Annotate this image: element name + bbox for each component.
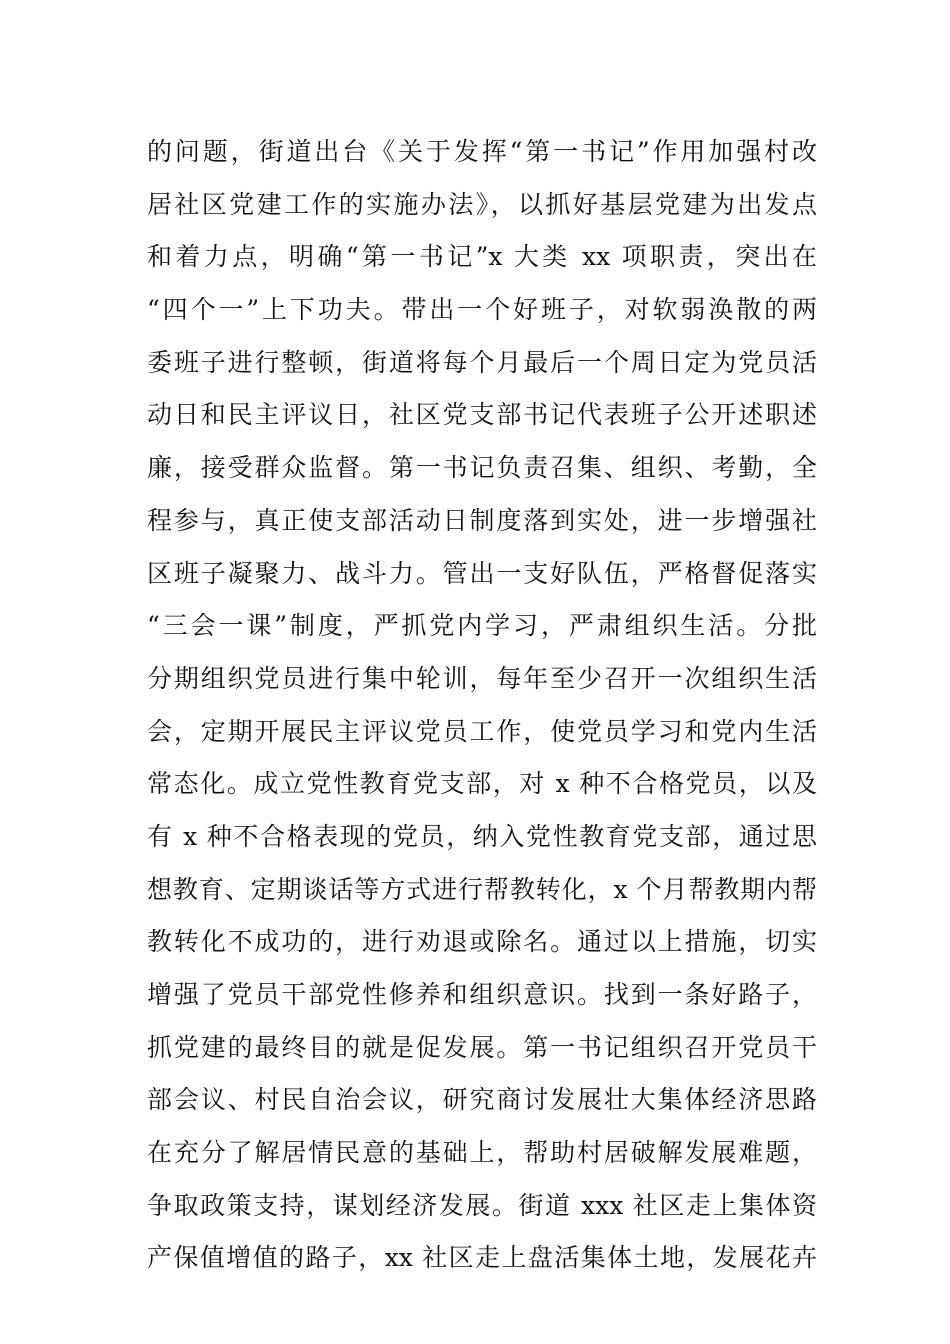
- text-line: 想教育、定期谈话等方式进行帮教转化，x 个月帮教期内帮: [147, 874, 817, 904]
- text-line: 和着力点，明确“第一书记”x 大类 xx 项职责，突出在: [147, 242, 817, 272]
- text-line: 动日和民主评议日，社区党支部书记代表班子公开述职述: [147, 400, 817, 430]
- text-line: 在充分了解居情民意的基础上，帮助村居破解发展难题，: [147, 1138, 817, 1168]
- text-line: 争取政策支持，谋划经济发展。街道 xxx 社区走上集体资: [147, 1190, 817, 1220]
- body-text: [147, 126, 817, 1285]
- text-line: 居社区党建工作的实施办法》，以抓好基层党建为出发点: [147, 189, 817, 219]
- text-line: 程参与，真正使支部活动日制度落到实处，进一步增强社: [147, 505, 817, 535]
- text-line: “三会一课”制度，严抓党内学习，严肃组织生活。分批: [147, 611, 817, 641]
- text-line: 产保值增值的路子，xx 社区走上盘活集体土地，发展花卉: [147, 1243, 817, 1273]
- text-line: “四个一”上下功夫。带出一个好班子，对软弱涣散的两: [147, 295, 817, 325]
- text-line: 的问题，街道出台《关于发挥“第一书记”作用加强村改: [147, 137, 817, 166]
- text-line: 会，定期开展民主评议党员工作，使党员学习和党内生活: [147, 716, 817, 746]
- text-line: 部会议、村民自治会议，研究商讨发展壮大集体经济思路: [147, 1085, 817, 1115]
- text-line: 廉，接受群众监督。第一书记负责召集、组织、考勤，全: [147, 453, 817, 483]
- text-line: 常态化。成立党性教育党支部，对 x 种不合格党员，以及: [147, 769, 817, 799]
- text-line: 区班子凝聚力、战斗力。管出一支好队伍，严格督促落实: [147, 558, 817, 588]
- text-line: 增强了党员干部党性修养和组织意识。找到一条好路子，: [147, 980, 817, 1009]
- text-line: 分期组织党员进行集中轮训，每年至少召开一次组织生活: [147, 663, 817, 693]
- text-line: 教转化不成功的，进行劝退或除名。通过以上措施，切实: [147, 927, 817, 957]
- text-line: 委班子进行整顿，街道将每个月最后一个周日定为党员活: [147, 347, 817, 377]
- text-line: 有 x 种不合格表现的党员，纳入党性教育党支部，通过思: [147, 821, 817, 851]
- text-line: 抓党建的最终目的就是促发展。第一书记组织召开党员干: [147, 1032, 817, 1062]
